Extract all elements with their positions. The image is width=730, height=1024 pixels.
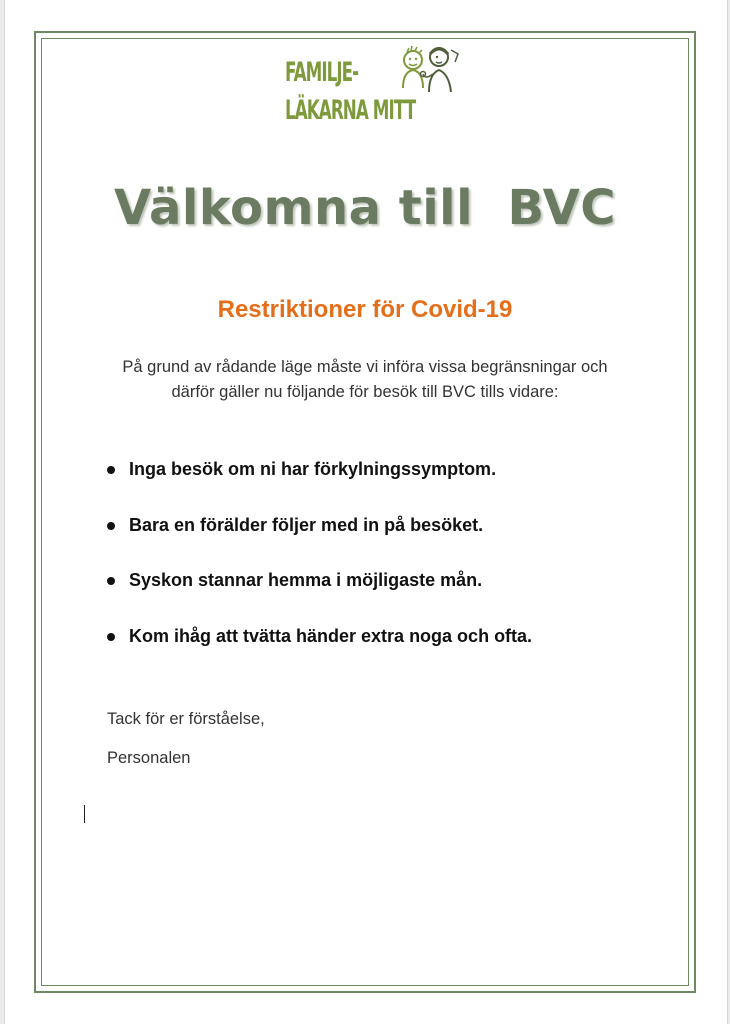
- logo-line-1: FAMILJE-: [285, 57, 359, 88]
- rule-text: Kom ihåg att tvätta händer extra noga och ofta.: [129, 625, 533, 646]
- rule-text: Syskon stannar hemma i möjligaste mån.: [129, 570, 483, 590]
- bullet-icon: [107, 522, 115, 530]
- list-item: [105, 455, 532, 511]
- rules-list: [105, 455, 532, 677]
- closing-signoff: Personalen: [107, 749, 191, 767]
- logo-line-2: LÄKARNA MITT: [285, 95, 416, 126]
- rule-text: Bara en förälder följer med in på besöket.: [129, 514, 484, 535]
- doctor-and-child-icon: [393, 44, 461, 96]
- intro-paragraph: [65, 355, 665, 405]
- document-page: [4, 0, 728, 1024]
- list-item: [105, 566, 532, 622]
- bullet-icon: [107, 633, 115, 641]
- intro-line-2: därför gäller nu följande för besök till BVC tills vidare:: [171, 383, 559, 401]
- page-title: Välkomna till BVC: [113, 180, 616, 236]
- list-item: [105, 622, 532, 678]
- rule-text: Inga besök om ni har förkylningssymptom.: [129, 459, 497, 479]
- closing-thanks: Tack för er förståelse,: [107, 710, 265, 728]
- intro-line-1: På grund av rådande läge måste vi införa vissa begränsningar och: [122, 358, 608, 376]
- text-cursor[interactable]: [84, 805, 85, 823]
- familjelakarna-logo: [285, 44, 465, 136]
- page-subtitle: Restriktioner för Covid-19: [217, 296, 513, 323]
- bullet-icon: [107, 466, 115, 474]
- bullet-icon: [107, 577, 115, 585]
- list-item: [105, 511, 532, 567]
